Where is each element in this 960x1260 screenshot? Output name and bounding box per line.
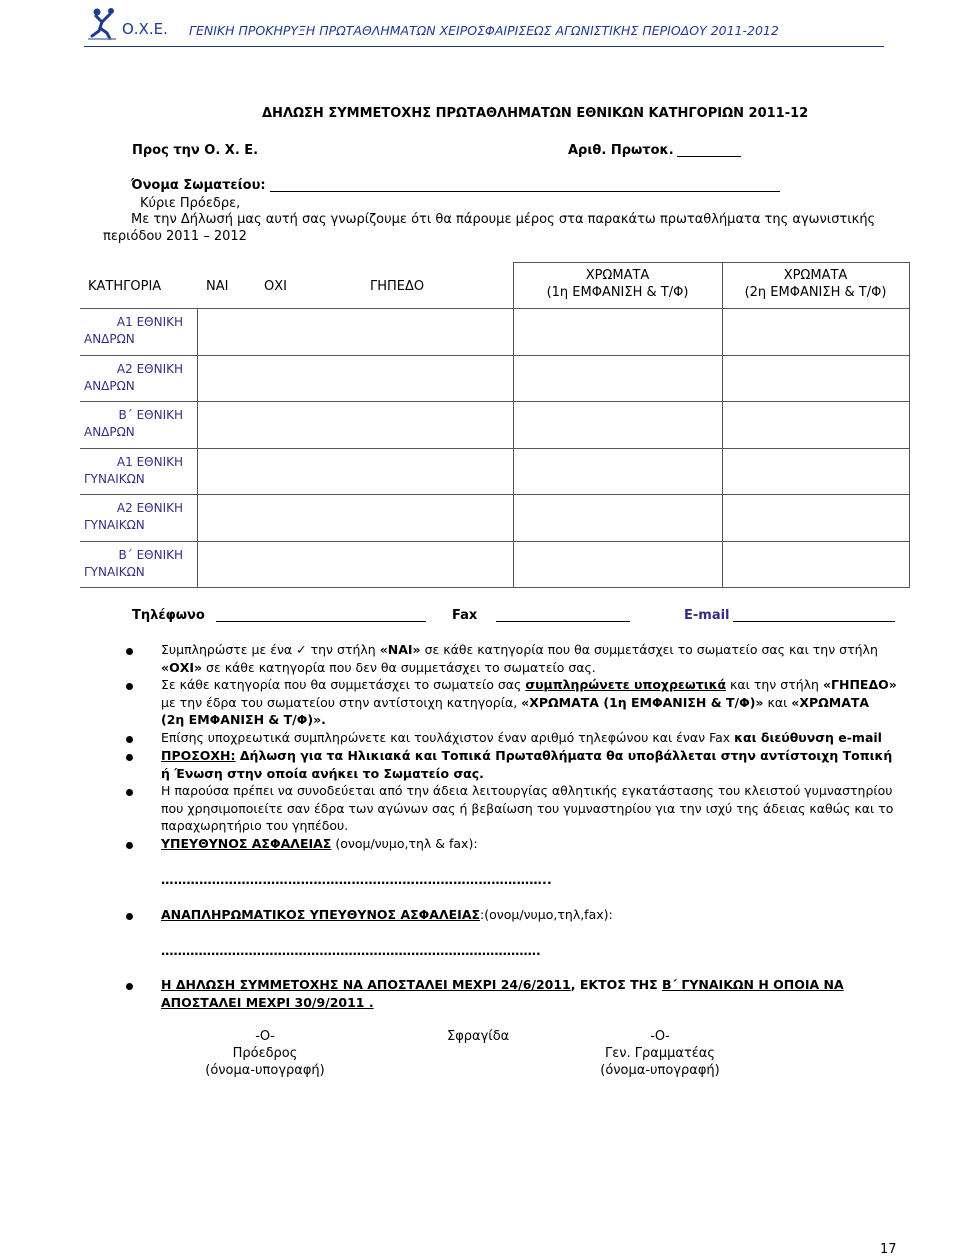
text: που χρησιμοποιείτε σαν έδρα των αγώνων σας ή βεβαίωση του γυμναστηρίου για την ισχύ της άδειας καθώς και το [161,800,894,816]
text: (2η ΕΜΦΑΝΙΣΗ & Τ/Φ)». [161,712,326,727]
grid-line [722,262,723,587]
instruction-1 [161,641,917,676]
bullet-dot [126,983,133,990]
phone-field[interactable] [216,621,426,622]
stamp-label: Σφραγίδα [447,1029,510,1044]
protocol-field[interactable] [677,156,741,157]
instruction-6 [161,835,917,853]
bullet-dot [126,913,133,920]
text: Η παρούσα πρέπει να συνοδεύεται από την άδεια λειτουργίας αθλητικής εγκατάστασης του κλειστού γυμναστηρίου [161,783,893,798]
text: (ονομ/νυμο,τηλ & fax): [331,836,478,851]
header-colors-1-line2: (1η ΕΜΦΑΝΙΣΗ & Τ/Φ) [546,285,689,300]
text: :(ονομ/νυμο,τηλ,fax): [480,907,613,922]
text: παραχωρητήριο του γηπέδου. [161,818,349,833]
grid-line [80,541,910,542]
email-label: E-mail [684,608,730,623]
row-label-line1: Α1 ΕΘΝΙΚΗ [116,315,183,329]
row-a2-men [80,361,183,395]
text: συμπληρώνετε υποχρεωτικά [525,677,727,692]
fax-label: Fax [452,608,478,623]
header-yes: ΝΑΙ [206,279,229,294]
instruction-7 [161,906,917,924]
bullet-dot [126,736,133,743]
bullet-dot [126,842,133,849]
text: και [763,694,792,710]
grid-line [80,401,910,402]
name-sign-1: (όνομα-υπογραφή) [205,1063,325,1078]
instruction-5 [161,782,917,835]
grid-line [80,308,910,309]
intro-line-2: περιόδου 2011 – 2012 [103,229,247,244]
row-label-line1: Α2 ΕΘΝΙΚΗ [116,362,183,376]
fax-field[interactable] [496,621,630,622]
instruction-4 [161,747,917,782]
salutation: Κύριε Πρόεδρε, [140,196,241,211]
row-a2-women [80,500,183,534]
text: Επίσης υποχρεωτικά συμπληρώνετε και τουλάχιστον έναν αριθμό τηλεφώνου και έναν Fax [161,730,735,745]
row-a1-men [80,314,183,348]
sign-o-2: -Ο- [650,1029,670,1044]
club-label: Όνομα Σωματείου: [131,178,266,193]
header-venue: ΓΗΠΕΔΟ [370,279,425,294]
text: «ΟΧΙ» [161,659,203,675]
text: «ΧΡΩΜΑΤΑ [791,694,870,710]
grid-line [513,262,514,587]
text: «ΝΑΙ» [379,642,421,657]
document-title: ΔΗΛΩΣΗ ΣΥΜΜΕΤΟΧΗΣ ΠΡΩΤΑΘΛΗΜΑΤΩΝ ΕΘΝΙΚΩΝ ΚΑΤΗΓΟΡΙΩΝ 2011-12 [262,106,809,121]
text: ΠΡΟΣΟΧΗ: [161,748,236,763]
row-a1-women [80,454,183,488]
grid-line [909,262,910,587]
text: την στήλη [306,642,380,657]
header-title: ΓΕΝΙΚΗ ΠΡΟΚΗΡΥΞΗ ΠΡΩΤΑΘΛΗΜΑΤΩΝ ΧΕΙΡΟΣΦΑΙΡΙΣΕΩΣ ΑΓΩΝΙΣΤΙΚΗΣ ΠΕΡΙΟΔΟΥ 2011-2012 [189,23,779,38]
text: και διεύθυνση e-mail [734,730,882,745]
instruction-3 [161,729,917,747]
header-colors-1-line1: ΧΡΩΜΑΤΑ [585,268,650,283]
categories-table [80,262,910,587]
row-label-line2: ΑΝΔΡΩΝ [84,379,135,393]
text: Η ΔΗΛΩΣΗ ΣΥΜΜΕΤΟΧΗΣ ΝΑ ΑΠΟΣΤΑΛΕΙ ΜΕΧΡΙ 24/6/2011 [161,977,571,992]
text: Συμπληρώστε με ένα [161,642,297,657]
bullet-dot [126,648,133,655]
club-name-field[interactable] [270,191,780,192]
text: και την στήλη [726,677,823,692]
header-colors-2-line2: (2η ΕΜΦΑΝΙΣΗ & Τ/Φ) [744,285,887,300]
text: , ΕΚΤΟΣ ΤΗΣ [570,977,662,992]
sign-o-1: -Ο- [255,1029,275,1044]
row-label-line1: Β΄ ΕΘΝΙΚΗ [118,548,183,562]
president-label: Πρόεδρος [232,1046,298,1061]
row-label-line2: ΑΝΔΡΩΝ [84,425,135,439]
text: ΑΝΑΠΛΗΡΩΜΑΤΙΚΟΣ ΥΠΕΥΘΥΝΟΣ ΑΣΦΑΛΕΙΑΣ [161,907,481,922]
row-label-line1: Β΄ ΕΘΝΙΚΗ [118,408,183,422]
text: ΥΠΕΥΘΥΝΟΣ ΑΣΦΑΛΕΙΑΣ [161,836,332,851]
header-no: ΟΧΙ [264,279,287,294]
intro-line-1: Με την Δήλωσή μας αυτή σας γνωρίζουμε ότι θα πάρουμε μέρος στα παρακάτω πρωταθλήματα της αγωνιστικής [131,212,876,227]
row-label-line2: ΓΥΝΑΙΚΩΝ [84,518,145,532]
text: σε κάθε κατηγορία που δεν θα συμμετάσχει το σωματείο σας. [202,659,596,675]
bullet-dot [126,789,133,796]
row-label-line1: Α2 ΕΘΝΙΚΗ [116,501,183,515]
text: ΑΠΟΣΤΑΛΕΙ ΜΕΧΡΙ 30/9/2011 . [161,994,374,1010]
text: σε κάθε κατηγορία που θα συμμετάσχει το σωματείο σας και την στήλη [420,642,878,657]
row-b-women [80,547,183,581]
bullet-dot [126,683,133,690]
grid-line [80,355,910,356]
name-sign-2: (όνομα-υπογραφή) [600,1063,720,1078]
text: Β΄ ΓΥΝΑΙΚΩΝ Η ΟΠΟΙΑ ΝΑ [662,977,844,992]
header-colors-2-line1: ΧΡΩΜΑΤΑ [783,268,848,283]
text: Δήλωση για τα Ηλικιακά και Τοπικά Πρωταθλήματα θα υποβάλλεται στην αντίστοιχη Τοπική [235,748,893,763]
dots-field-1[interactable]: ……………………………………………………………………………….. [161,872,552,887]
text: «ΧΡΩΜΑΤΑ (1η ΕΜΦΑΝΙΣΗ & Τ/Φ)» [521,694,764,710]
grid-line [80,587,910,588]
grid-line [80,448,910,449]
page-number: 17 [880,1242,897,1257]
check-icon: ✓ [296,642,307,657]
row-label-line2: ΑΝΔΡΩΝ [84,332,135,346]
grid-line [80,494,910,495]
phone-label: Τηλέφωνο [132,608,205,623]
instruction-2 [161,676,917,729]
text: «ΓΗΠΕΔΟ» [822,677,897,692]
dots-field-2[interactable]: ………………………………………………………………………………. [161,943,541,958]
bullet-dot [126,754,133,761]
to-label: Προς την Ο. Χ. Ε. [132,143,259,158]
grid-line [513,262,910,263]
instruction-8 [161,976,917,1011]
header-colors-2 [722,267,909,301]
secretary-label: Γεν. Γραμματέας [604,1046,716,1061]
row-label-line1: Α1 ΕΘΝΙΚΗ [116,455,183,469]
header-rule [84,46,884,47]
row-label-line2: ΓΥΝΑΙΚΩΝ [84,472,145,486]
row-label-line2: ΓΥΝΑΙΚΩΝ [84,565,145,579]
handball-player-icon [86,6,118,40]
text: Σε κάθε κατηγορία που θα συμμετάσχει το σωματείο σας [161,677,526,692]
row-b-men [80,407,183,441]
protocol-label: Αριθ. Πρωτοκ. [568,143,674,158]
header-category: ΚΑΤΗΓΟΡΙΑ [88,279,162,294]
header-colors-1 [513,267,722,301]
header-org: Ο.Χ.Ε. [122,20,168,38]
text: με την έδρα του σωματείου στην αντίστοιχη κατηγορία, [161,694,522,710]
email-field[interactable] [733,621,895,622]
text: ή Ένωση στην οποία ανήκει το Σωματείο σας. [161,765,484,781]
